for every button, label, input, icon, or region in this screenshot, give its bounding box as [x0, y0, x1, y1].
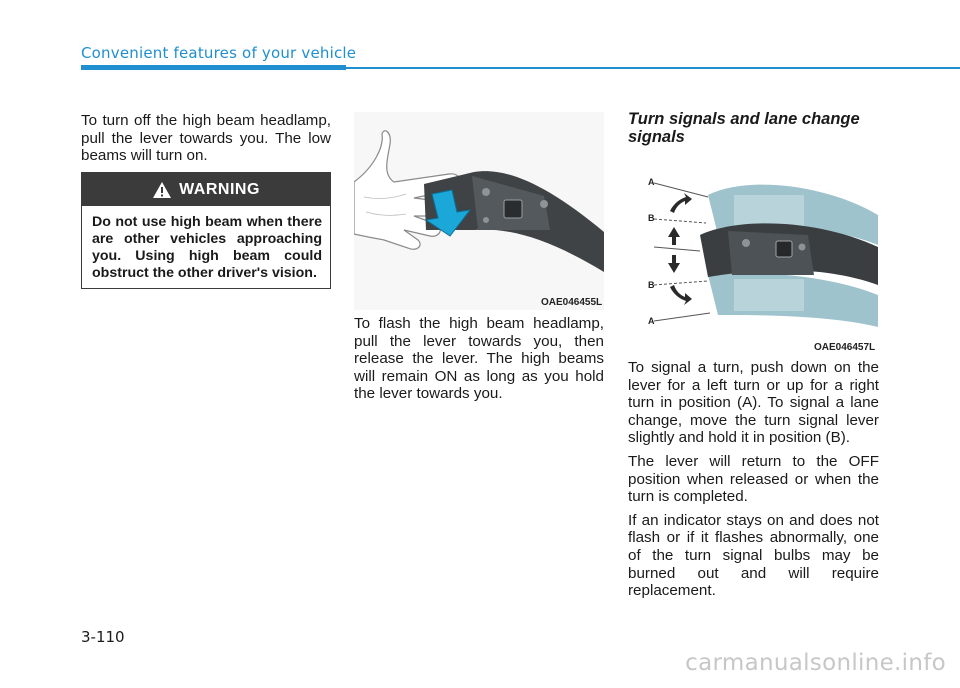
column-3	[628, 359, 879, 606]
figure-1-caption: OAE046455L	[541, 297, 603, 308]
label-a-top: A	[648, 177, 655, 187]
warning-icon	[152, 181, 172, 199]
warning-header	[82, 173, 330, 206]
high-beam-figure	[354, 112, 604, 310]
turn-signal-paragraph-1: To signal a turn, push down on the lever for a left turn or up for a right turn in position (A). To signal a lane change, move the turn signal lever slightly and hold it in position (B).	[628, 359, 879, 447]
column-1	[81, 112, 331, 171]
column-2	[354, 315, 604, 409]
label-b-bottom: B	[648, 280, 655, 290]
turn-signal-paragraph-3: If an indicator stays on and does not flash or if it flashes abnormally, one of the turn signal bulbs may be burned out and will require replacement.	[628, 511, 879, 600]
lever-pull-illustration	[354, 112, 604, 310]
page-number: 3-110	[81, 628, 125, 646]
label-b-top: B	[648, 213, 655, 223]
turn-signal-illustration	[628, 155, 878, 337]
warning-box	[81, 172, 331, 289]
warning-title: WARNING	[179, 180, 260, 198]
turn-signal-heading: Turn signals and lane change signals	[628, 110, 860, 146]
flash-high-beam-text: To flash the high beam headlamp, pull the lever towards you, then release the lever. The high beams will remain ON as long as you hold the lever towards you.	[354, 315, 604, 403]
figure-2-caption: OAE046457L	[814, 342, 876, 353]
turn-signal-figure	[628, 155, 878, 337]
warning-text: Do not use high beam when there are other vehicles approaching you. Using high beam could obstruct the other driver's vision.	[92, 214, 322, 281]
watermark: carmanualsonline.info	[685, 650, 946, 676]
header-rule	[346, 67, 960, 69]
label-a-bottom: A	[648, 316, 655, 326]
header-bar	[81, 65, 346, 70]
turn-signal-paragraph-2: The lever will return to the OFF position when released or when the turn is completed.	[628, 452, 879, 506]
section-header: Convenient features of your vehicle	[81, 44, 357, 62]
high-beam-off-text: To turn off the high beam headlamp, pull the lever towards you. The low beams will turn on.	[81, 112, 331, 165]
